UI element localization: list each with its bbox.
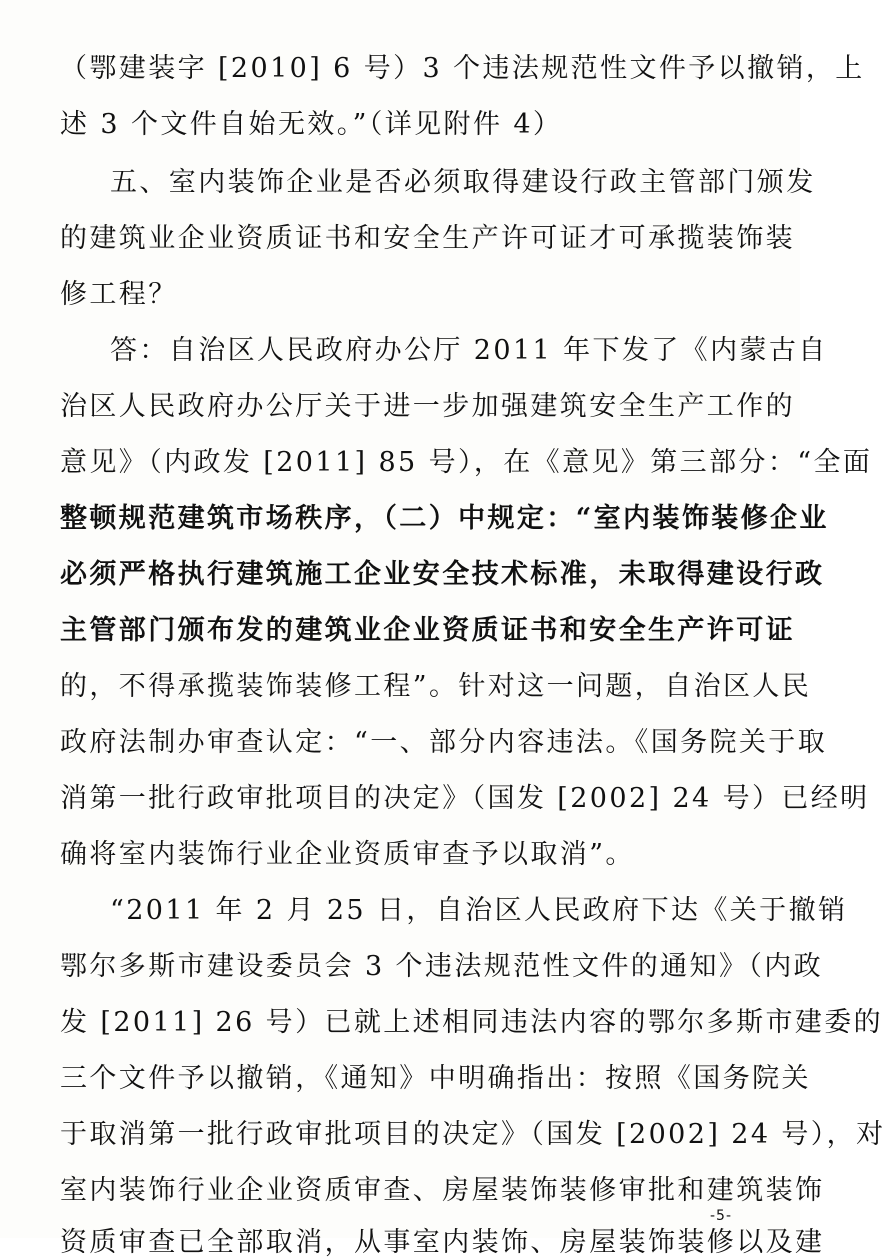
text-line: 于取消第一批行政审批项目的决定》（国发 [2002] 24 号），对: [60, 1119, 885, 1150]
section-heading: 五、室内装饰企业是否必须取得建设行政主管部门颁发: [110, 167, 816, 198]
quoted-text-line: 整顿规范建筑市场秩序，（二）中规定：“室内装饰装修企业: [60, 503, 829, 534]
text-line: 鄂尔多斯市建设委员会 3 个违法规范性文件的通知》（内政: [60, 951, 824, 982]
text-line: 答：自治区人民政府办公厅 2011 年下发了《内蒙古自: [110, 335, 828, 366]
text-line: 发 [2011] 26 号）已就上述相同违法内容的鄂尔多斯市建委的: [60, 1007, 884, 1038]
text-line: 消第一批行政审批项目的决定》（国发 [2002] 24 号）已经明: [60, 783, 870, 814]
text-line: （鄂建装字 [2010] 6 号）3 个违法规范性文件予以撤销，上: [60, 53, 865, 84]
text-line: 三个文件予以撤销，《通知》中明确指出：按照《国务院关: [60, 1063, 811, 1094]
text-line: “2011 年 2 月 25 日，自治区人民政府下达《关于撤销: [110, 895, 848, 926]
text-line: 室内装饰行业企业资质审查、房屋装饰装修审批和建筑装饰: [60, 1175, 825, 1206]
text-line: 治区人民政府办公厅关于进一步加强建筑安全生产工作的: [60, 391, 795, 422]
quoted-text-line: 必须严格执行建筑施工企业安全技术标准，未取得建设行政: [60, 559, 825, 590]
text-line: 资质审查已全部取消，从事室内装饰、房屋装饰装修以及建: [60, 1227, 825, 1258]
text-line: 意见》（内政发 [2011] 85 号），在《意见》第三部分：“全面: [60, 447, 873, 478]
text-line: 政府法制办审查认定：“一、部分内容违法。《国务院关于取: [60, 727, 828, 758]
text-line: 的，不得承揽装饰装修工程”。针对这一问题，自治区人民: [60, 671, 812, 702]
quoted-text-line: 主管部门颁布发的建筑业企业资质证书和安全生产许可证: [60, 615, 795, 646]
section-heading: 修工程？: [60, 279, 178, 310]
section-heading: 的建筑业企业资质证书和安全生产许可证才可承揽装饰装: [60, 223, 795, 254]
text-line: 确将室内装饰行业企业资质审查予以取消”。: [60, 839, 635, 870]
text-line: 述 3 个文件自始无效。”（详见附件 4）: [60, 109, 563, 140]
page-number: -5-: [709, 1208, 732, 1224]
